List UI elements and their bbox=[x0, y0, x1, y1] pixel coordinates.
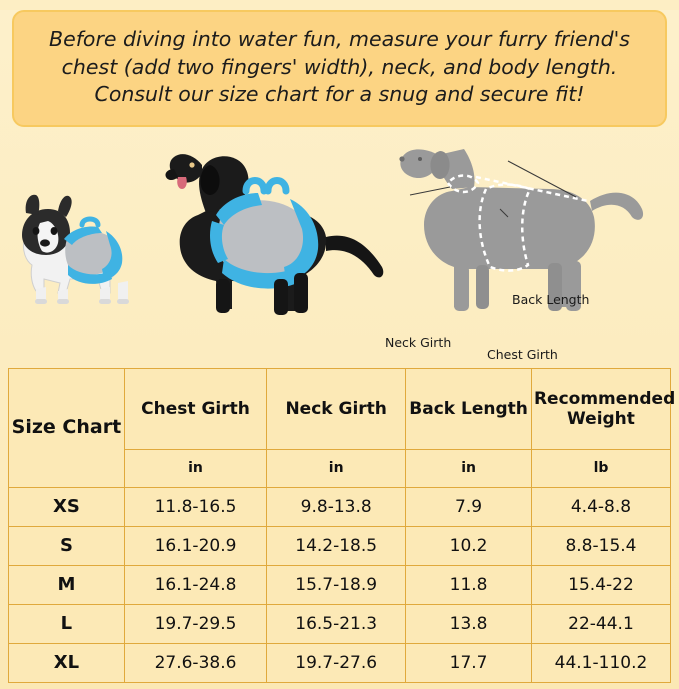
header-size-chart: Size Chart bbox=[9, 369, 125, 488]
cell-m-back: 11.8 bbox=[406, 565, 532, 604]
cell-xs-neck: 9.8-13.8 bbox=[267, 487, 406, 526]
instruction-banner bbox=[12, 10, 667, 127]
cell-l-back: 13.8 bbox=[406, 604, 532, 643]
table-row bbox=[9, 487, 671, 526]
header-recommended-weight: Recommended Weight bbox=[531, 369, 670, 450]
page-root bbox=[0, 10, 679, 689]
label-chest-girth: Chest Girth bbox=[487, 347, 558, 363]
size-chart-table-wrapper bbox=[8, 368, 676, 683]
header-back-length: Back Length bbox=[406, 369, 532, 450]
row-size-xs: XS bbox=[9, 487, 125, 526]
table-row bbox=[9, 565, 671, 604]
measurement-diagram bbox=[380, 137, 660, 337]
cell-s-chest: 16.1-20.9 bbox=[124, 526, 266, 565]
cell-xl-weight: 44.1-110.2 bbox=[531, 643, 670, 682]
french-bulldog-photo bbox=[6, 179, 166, 319]
cell-l-weight: 22-44.1 bbox=[531, 604, 670, 643]
labrador-photo bbox=[150, 139, 390, 339]
unit-recommended-weight: lb bbox=[531, 450, 670, 487]
label-back-length: Back Length bbox=[512, 292, 590, 308]
row-size-xl: XL bbox=[9, 643, 125, 682]
cell-s-neck: 14.2-18.5 bbox=[267, 526, 406, 565]
table-row bbox=[9, 526, 671, 565]
header-chest-girth: Chest Girth bbox=[124, 369, 266, 450]
table-header-row bbox=[9, 369, 671, 450]
header-neck-girth: Neck Girth bbox=[267, 369, 406, 450]
cell-m-neck: 15.7-18.9 bbox=[267, 565, 406, 604]
unit-neck-girth: in bbox=[267, 450, 406, 487]
cell-l-chest: 19.7-29.5 bbox=[124, 604, 266, 643]
cell-xs-back: 7.9 bbox=[406, 487, 532, 526]
row-size-l: L bbox=[9, 604, 125, 643]
cell-xl-back: 17.7 bbox=[406, 643, 532, 682]
cell-xl-neck: 19.7-27.6 bbox=[267, 643, 406, 682]
table-row bbox=[9, 604, 671, 643]
cell-xl-chest: 27.6-38.6 bbox=[124, 643, 266, 682]
unit-chest-girth: in bbox=[124, 450, 266, 487]
cell-xs-chest: 11.8-16.5 bbox=[124, 487, 266, 526]
size-chart-table bbox=[8, 368, 676, 683]
instruction-text: Before diving into water fun, measure your furry friend's chest (add two fingers' width), neck, and body length. Consult our size chart for a snug and secure fit! bbox=[49, 27, 630, 107]
table-row bbox=[9, 643, 671, 682]
cell-l-neck: 16.5-21.3 bbox=[267, 604, 406, 643]
cell-m-chest: 16.1-24.8 bbox=[124, 565, 266, 604]
label-neck-girth: Neck Girth bbox=[385, 335, 452, 351]
row-size-s: S bbox=[9, 526, 125, 565]
cell-s-weight: 8.8-15.4 bbox=[531, 526, 670, 565]
cell-m-weight: 15.4-22 bbox=[531, 565, 670, 604]
cell-s-back: 10.2 bbox=[406, 526, 532, 565]
cell-xs-weight: 4.4-8.8 bbox=[531, 487, 670, 526]
illustration-area bbox=[0, 131, 679, 363]
row-size-m: M bbox=[9, 565, 125, 604]
unit-back-length: in bbox=[406, 450, 532, 487]
